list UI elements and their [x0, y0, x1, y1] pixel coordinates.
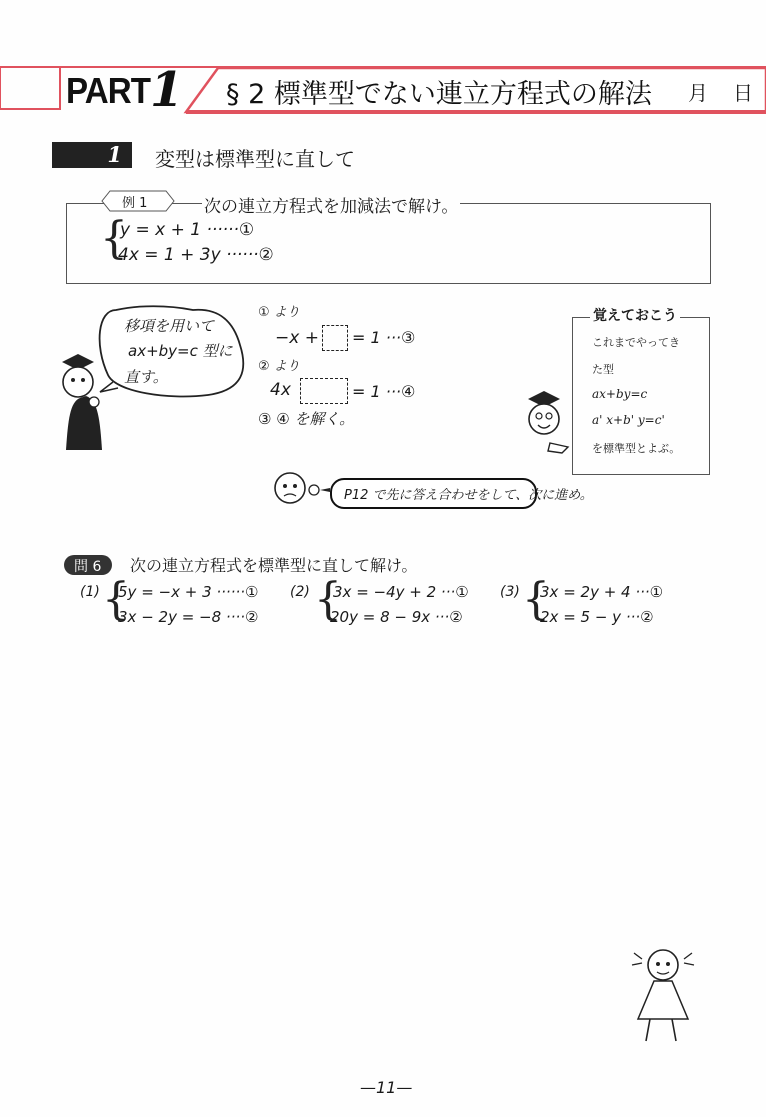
example-instruction: 次の連立方程式を加減法で解け。	[202, 192, 460, 217]
step1-label: ① より	[258, 305, 300, 320]
problem-1-eq2: 3x − 2y = −8 ····②	[118, 608, 259, 626]
problem-2-eq2: 20y = 8 − 9x ···②	[330, 608, 463, 626]
question-title: 次の連立方程式を標準型に直して解け。	[130, 556, 418, 575]
problem-2-eq1: 3x = −4y + 2 ···①	[333, 583, 469, 601]
page-title: § 2 標準型でない連立方程式の解法	[226, 79, 652, 110]
step1-right: = 1 ···③	[352, 328, 416, 347]
bubble-line3: 直す。	[124, 368, 168, 386]
problem-1-number: (1)	[80, 584, 100, 600]
example-tag: 例 1	[122, 196, 148, 211]
question-badge	[64, 555, 112, 575]
day-label: 日	[733, 81, 753, 105]
remember-title: 覚えておこう	[590, 305, 680, 325]
question-badge-label: 問 6	[74, 559, 102, 575]
step2-left: 4x	[270, 380, 291, 400]
problem-1-eq1: 5y = −x + 3 ······①	[118, 583, 259, 601]
remember-line2: た型	[592, 363, 614, 376]
bubble-line2: ax+by=c 型に	[128, 342, 233, 360]
step1-blank-box	[322, 325, 348, 351]
bubble-line1: 移項を用いて	[124, 317, 215, 335]
step2-right: = 1 ···④	[352, 382, 416, 401]
step2-blank-box	[300, 378, 348, 404]
example-eq2: 4x = 1 + 3y ······②	[118, 245, 274, 265]
problem-2-brace: {	[314, 574, 342, 625]
section-title: 変型は標準型に直して	[155, 147, 355, 171]
step1-left: −x +	[275, 328, 319, 348]
remember-line3: を標準型とよぶ。	[592, 442, 681, 455]
problem-1-brace: {	[102, 574, 130, 625]
remember-line1: これまでやってき	[592, 336, 680, 349]
section-number-badge	[52, 142, 132, 168]
problem-2-number: (2)	[290, 584, 310, 600]
student-character-illustration	[520, 385, 576, 465]
part-number: 1	[150, 62, 184, 118]
problem-3-number: (3)	[500, 584, 520, 600]
checker-character-illustration	[268, 462, 332, 510]
section-number: 1	[107, 142, 122, 167]
step3-text: ③ ④ を解く。	[258, 410, 355, 428]
remember-math1: ax+by=c	[592, 387, 648, 401]
problem-3-eq1: 3x = 2y + 4 ···①	[540, 583, 664, 601]
page-number: —11—	[360, 1078, 413, 1097]
remember-math2: a' x+b' y=c'	[592, 413, 665, 427]
month-label: 月	[688, 81, 708, 105]
problem-3-eq2: 2x = 5 − y ···②	[540, 608, 654, 626]
girl-character-illustration	[630, 945, 700, 1045]
problem-3-brace: {	[522, 574, 550, 625]
example-brace: {	[100, 213, 128, 264]
check-answer-text: P12 で先に答え合わせをして、次に進め。	[344, 488, 593, 503]
check-answer-banner	[330, 478, 593, 509]
part-label: PART	[66, 70, 151, 111]
step2-label: ② より	[258, 359, 300, 374]
example-eq1: y = x + 1 ······①	[120, 220, 255, 240]
